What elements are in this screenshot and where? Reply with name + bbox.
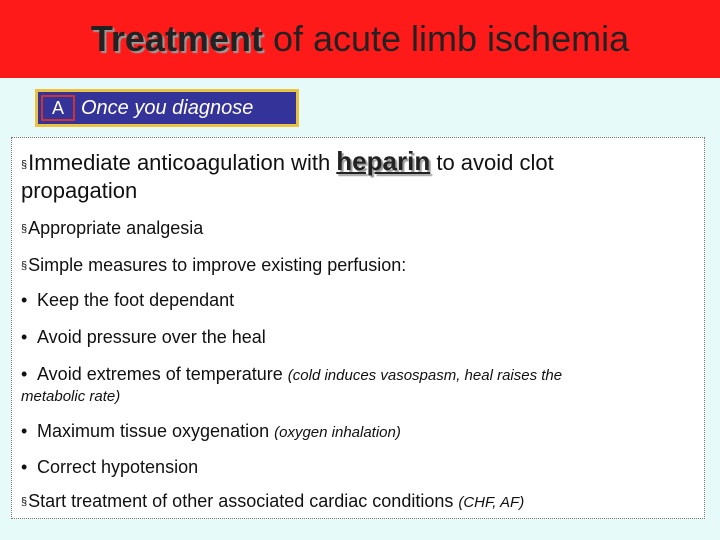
dot-bullet-icon: • [21,364,28,384]
sub-point-note: (oxygen inhalation) [274,424,401,441]
subhead-box [35,89,299,127]
point-cardiac [21,491,524,512]
dot-bullet-icon: • [21,421,28,441]
point-anticoagulation [21,146,554,177]
point-note: (CHF, AF) [458,494,525,511]
point-text: Start treatment of other associated cardiac conditions [28,491,459,511]
subhead-letter: A [41,95,75,121]
sub-point-hypotension [21,457,198,478]
sub-point-temperature-note2: metabolic rate) [21,388,121,405]
title-emphasis: Treatment [90,18,263,59]
title-rest: of acute limb ischemia [262,18,630,59]
content-box [11,137,705,519]
sub-point-text: Correct hypotension [37,457,199,477]
square-bullet-icon: § [21,223,28,235]
sub-point-oxygenation [21,421,401,442]
point-text: Simple measures to improve existing perfusion: [28,255,407,275]
point-perfusion [21,255,406,276]
sub-point-text: Avoid extremes of temperature [37,364,288,384]
square-bullet-icon: § [21,159,28,171]
sub-point-pressure [21,327,266,348]
subhead-inner [38,92,296,124]
dot-bullet-icon: • [21,457,28,477]
sub-point-text: Maximum tissue oxygenation [37,421,275,441]
dot-bullet-icon: • [21,327,28,347]
point-text-end: to avoid clot [430,150,554,175]
sub-point-text: Avoid pressure over the heal [37,327,266,347]
heparin-word: heparin [336,146,431,176]
square-bullet-icon: § [21,496,28,508]
square-bullet-icon: § [21,260,28,272]
point-text: Appropriate analgesia [28,218,204,238]
dot-bullet-icon: • [21,290,28,310]
sub-point-temperature [21,364,562,385]
subhead-text: Once you diagnose [81,96,254,119]
sub-point-text: Keep the foot dependant [37,290,235,310]
point-analgesia [21,218,203,239]
point-text: Immediate anticoagulation with [28,150,337,175]
sub-point-note: (cold induces vasospasm, heal raises the [287,367,563,384]
slide-title [91,18,629,60]
point-anticoagulation-line2: propagation [21,178,138,203]
sub-point-foot [21,290,234,311]
title-bar [0,0,720,78]
